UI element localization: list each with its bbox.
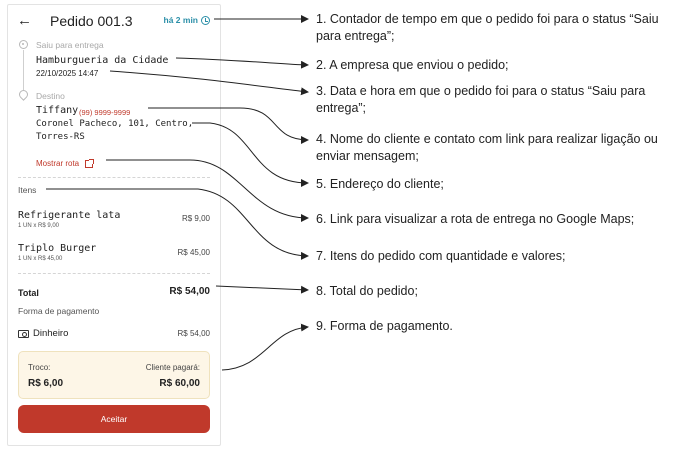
- accept-button[interactable]: Aceitar: [18, 405, 210, 433]
- payment-label: Forma de pagamento: [18, 306, 100, 316]
- total-value: R$ 54,00: [169, 286, 210, 297]
- customer-pays-value: R$ 60,00: [159, 378, 200, 389]
- header: [8, 11, 220, 33]
- annotation-9: 9. Forma de pagamento.: [316, 319, 453, 333]
- total-label: Total: [18, 288, 39, 298]
- company-name: Hamburgueria da Cidade: [36, 55, 169, 66]
- divider: [18, 273, 210, 274]
- item-quantity: 1 UN x R$ 45,00: [18, 256, 63, 262]
- change-value: R$ 6,00: [28, 378, 64, 389]
- change-box: [18, 351, 210, 399]
- divider: [18, 177, 210, 178]
- timer-label: há 2 min: [163, 15, 198, 25]
- page-title: Pedido 001.3: [50, 13, 133, 29]
- dispatch-datetime: 22/10/2025 14:47: [36, 69, 99, 78]
- annotation-6: 6. Link para visualizar a rota de entrega no Google Maps;: [316, 212, 635, 226]
- item-name: Triplo Burger: [18, 243, 97, 254]
- route-link-label: Mostrar rota: [36, 159, 80, 168]
- annotation-5: 5. Endereço do cliente;: [316, 177, 444, 191]
- items-label: Itens: [18, 185, 37, 195]
- arrow-left-icon[interactable]: ←: [17, 12, 32, 29]
- cash-icon: [18, 330, 29, 338]
- origin-dot-icon: [19, 40, 28, 49]
- show-route-link[interactable]: [36, 159, 93, 168]
- item-price: R$ 9,00: [181, 214, 210, 223]
- connector-8: [216, 286, 308, 290]
- annotation-4: 4. Nome do cliente e contato com link para realizar ligação ou enviar mensagem;: [316, 132, 658, 163]
- timeline-line: [23, 50, 24, 90]
- annotation-3: 3. Data e hora em que o pedido foi para o status “Saiu para entrega”;: [316, 84, 646, 115]
- item-name: Refrigerante lata: [18, 210, 121, 221]
- customer-phone-link[interactable]: (99) 9999-9999: [79, 108, 131, 117]
- address-line-1: Coronel Pacheco, 101, Centro,: [36, 119, 194, 129]
- address-line-2: Torres-RS: [36, 132, 85, 142]
- payment-value: R$ 54,00: [177, 329, 210, 338]
- clock-icon: [201, 16, 210, 25]
- external-link-icon: [85, 160, 93, 168]
- annotation-8: 8. Total do pedido;: [316, 284, 418, 298]
- connector-9: [222, 327, 308, 370]
- customer-name: Tiffany: [36, 105, 79, 116]
- annotation-2: 2. A empresa que enviou o pedido;: [316, 58, 509, 72]
- destination-label: Destino: [36, 91, 65, 101]
- item-price: R$ 45,00: [177, 248, 210, 257]
- mobile-screen: [7, 4, 221, 446]
- item-quantity: 1 UN x R$ 9,00: [18, 223, 60, 229]
- customer-pays-label: Cliente pagará:: [145, 363, 200, 372]
- annotation-1: 1. Contador de tempo em que o pedido foi para o status “Saiu para entrega”;: [316, 12, 659, 43]
- location-pin-icon: [17, 88, 30, 101]
- origin-label: Saiu para entrega: [36, 40, 104, 50]
- annotation-7: 7. Itens do pedido com quantidade e valores;: [316, 249, 566, 263]
- payment-method: Dinheiro: [33, 328, 69, 339]
- change-label: Troco:: [28, 363, 51, 372]
- timer-badge: [164, 15, 210, 25]
